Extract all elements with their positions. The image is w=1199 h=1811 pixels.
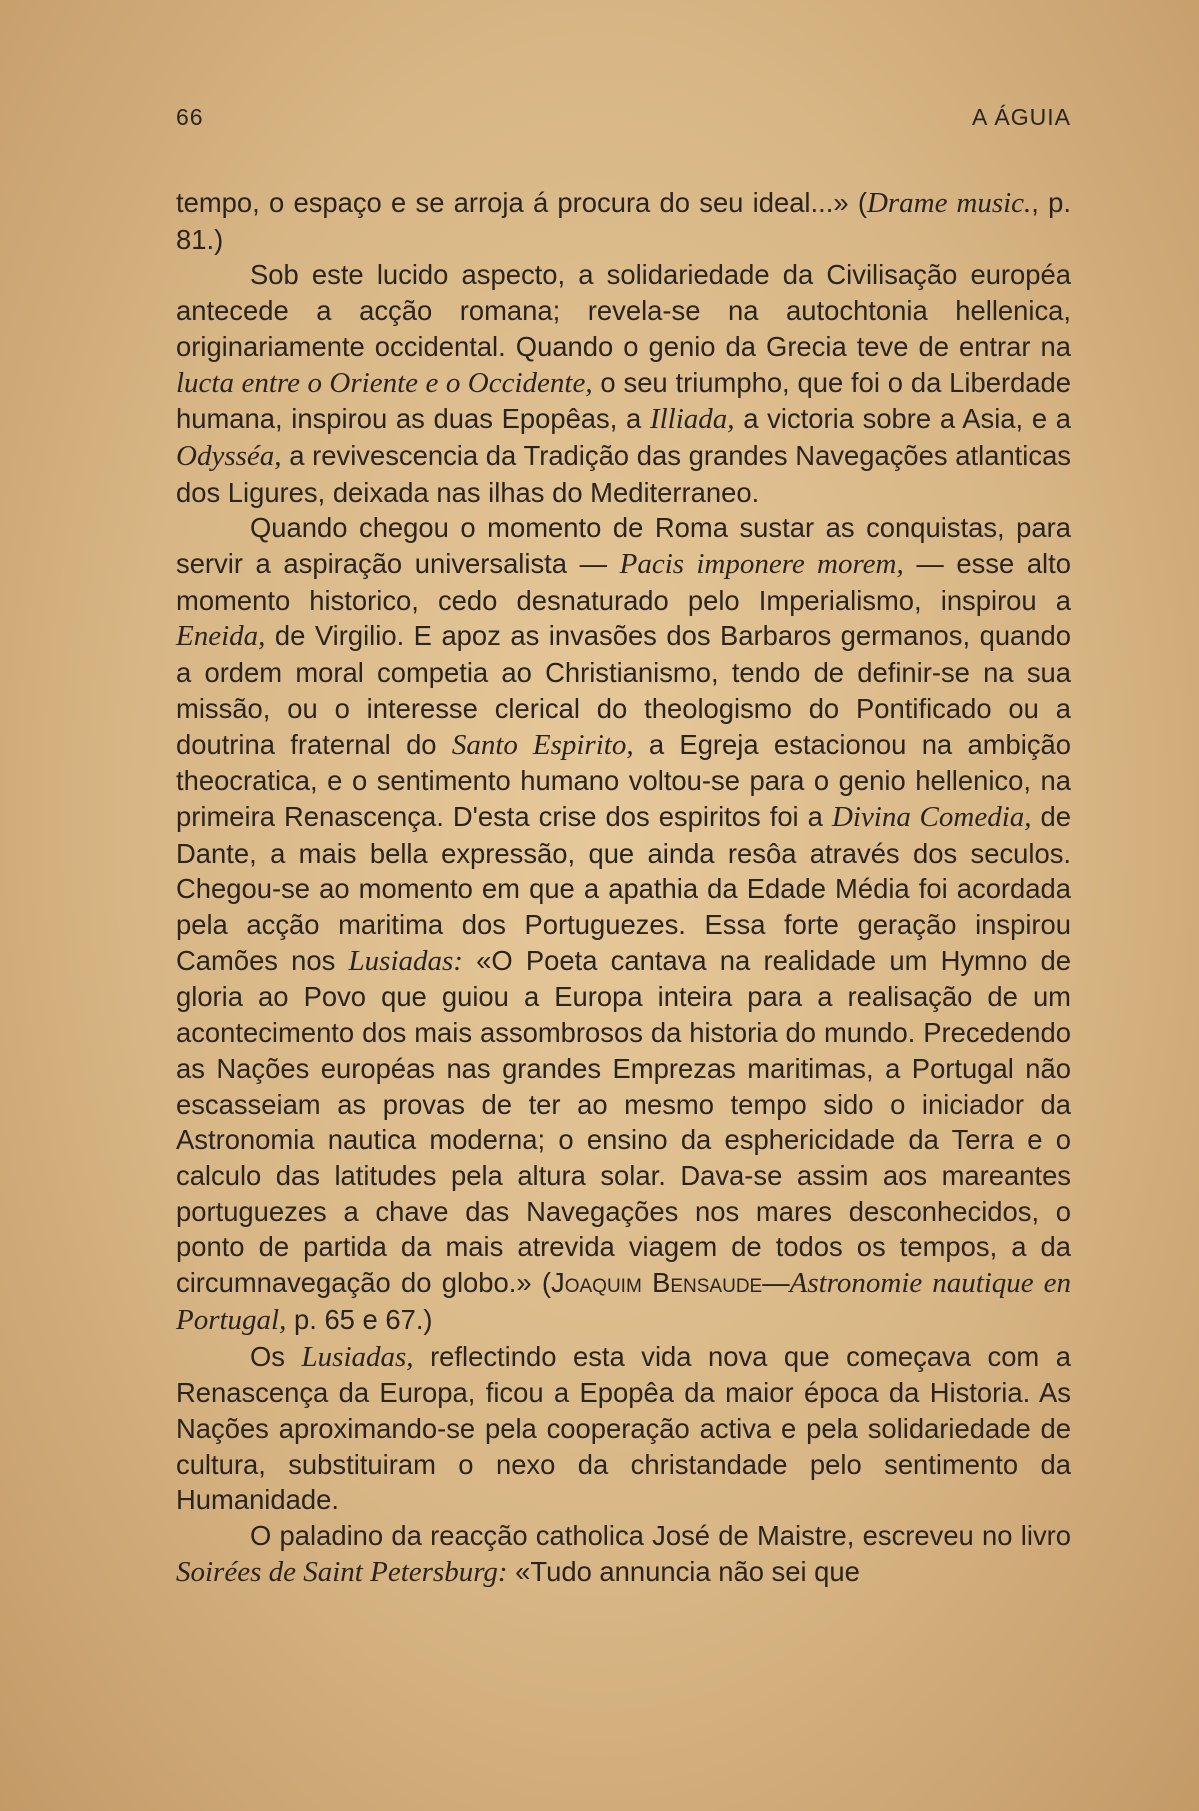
italic-text: Odysséa,	[176, 439, 282, 472]
body-text	[176, 185, 1071, 1590]
paragraph: Os Lusiadas, reflectindo esta vida nova que começava com a Renascença da Europa, ficou a Epopêa da maior época da Historia. As Nações aproximando-se pela cooperação activa e pela solidariedade de cultura, substituiram o nexo da christandade pelo sentimento da Humanidade.	[176, 1340, 1071, 1516]
italic-text: Drame music.	[866, 187, 1032, 219]
italic-text: Lusiadas:	[348, 944, 463, 977]
italic-text: Eneida,	[176, 620, 266, 653]
italic-text: Astronomie nautique en Portugal,	[176, 1267, 1071, 1336]
paragraph: Sob este lucido aspecto, a solidariedade da Civilisação européa antecede a acção romana; revela-se na autochtonia hellenica, originariamente occidental. Quando o genio da Grecia teve de entrar na lucta entre o Oriente e o Occidente, o seu triumpho, que foi o da Liberdade humana, inspirou as duas Epopêas, a Illiada, a victoria sobre a Asia, e a Odysséa, a revivescencia da Tradição das grandes Navegações atlanticas dos Ligures, deixada nas ilhas do Mediterraneo.	[176, 259, 1072, 508]
running-header	[176, 96, 1071, 136]
page-number: 66	[176, 104, 204, 130]
italic-text: Divina Comedia,	[831, 800, 1032, 833]
journal-title: A ÁGUIA	[971, 104, 1071, 130]
italic-text: Soirées de Saint Petersburg:	[176, 1555, 508, 1588]
book-page	[176, 96, 1071, 1590]
italic-text: lucta entre o Oriente e o Occidente,	[176, 366, 593, 399]
author-name: Joaquim Bensaude	[551, 1267, 763, 1299]
italic-text: Santo Espirito,	[451, 728, 634, 761]
paragraph: tempo, o espaço e se arroja á procura do seu ideal...» (Drame music., p. 81.)	[176, 187, 1071, 255]
paragraph: O paladino da reacção catholica José de Maistre, escreveu no livro Soirées de Saint Petersburg: «Tudo annuncia não sei que	[176, 1520, 1071, 1588]
italic-text: Pacis imponere morem,	[619, 548, 904, 581]
paragraph: Quando chegou o momento de Roma sustar as conquistas, para servir a aspiração universalista — Pacis imponere morem, — esse alto momento historico, cedo desnaturado pelo Imperialismo, inspirou a Eneida, de Virgilio. E apoz as invasões dos Barbaros germanos, quando a ordem moral competia ao Christianismo, tendo de definir-se na sua missão, ou o interesse clerical do theologismo do Pontificado ou a doutrina fraternal do Santo Espirito, a Egreja estacionou na ambição theocratica, e o sentimento humano voltou-se para o genio hellenico, na primeira Renascença. D'esta crise dos espiritos foi a Divina Comedia, de Dante, a mais bella expressão, que ainda resôa através dos seculos. Chegou-se ao momento em que a apathia da Edade Média foi acordada pela acção maritima dos Portuguezes. Essa forte geração inspirou Camões nos Lusiadas: «O Poeta cantava na realidade um Hymno de gloria ao Povo que guiou a Europa inteira para a realisação de um acontecimento dos mais assombrosos da historia do mundo. Precedendo as Nações européas nas grandes Emprezas maritimas, a Portugal não escasseiam as provas de ter ao mesmo tempo sido o iniciador da Astronomia nautica moderna; o ensino da esphericidade da Terra e o calculo das latitudes pela altura solar. Dava-se assim aos mareantes portuguezes a chave das Navegações nos mares desconhecidos, o ponto de partida da mais atrevida viagem de todos os tempos, a da circumnavegação do globo.» (Joaquim Bensaude—Astronomie nautique en Portugal, p. 65 e 67.)	[176, 512, 1072, 1336]
italic-text: Lusiadas,	[301, 1340, 414, 1373]
italic-text: Illiada,	[649, 403, 735, 436]
